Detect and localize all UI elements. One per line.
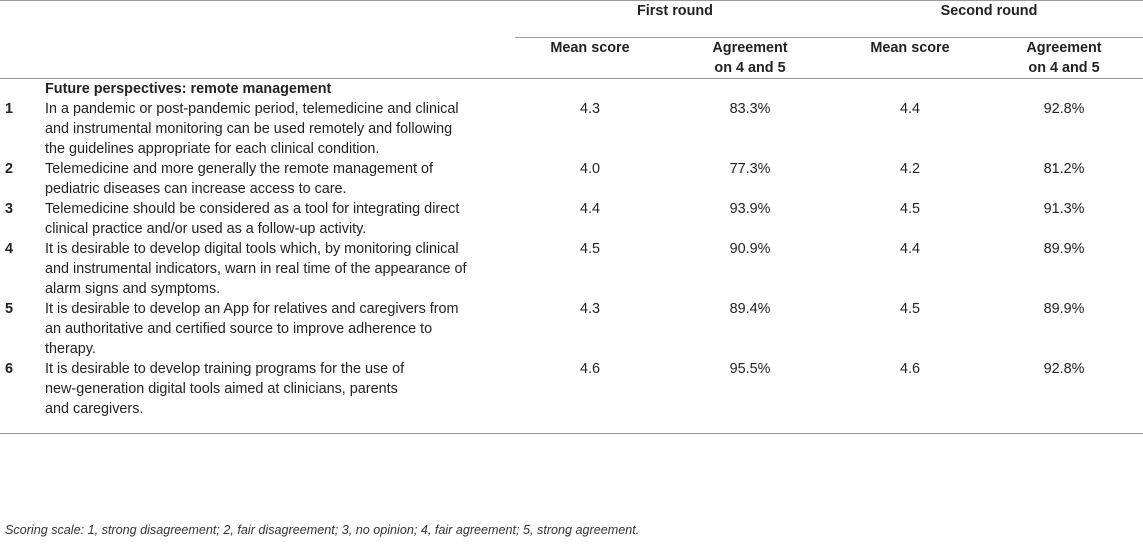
row-number: 1	[5, 101, 14, 117]
r1-agreement: 83.3%	[729, 101, 771, 117]
r1-mean-score: 4.3	[579, 301, 600, 317]
row-statement	[45, 299, 515, 359]
r2-mean-score: 4.5	[899, 201, 920, 217]
statement-line: It is desirable to develop an App for relatives and caregivers from	[45, 301, 459, 317]
row-number: 3	[5, 201, 14, 217]
r2-agreement: 91.3%	[1043, 201, 1085, 217]
header-row-rounds	[0, 1, 1143, 38]
statement-line: and instrumental monitoring can be used remotely and following	[45, 121, 453, 137]
footnote: Scoring scale: 1, strong disagreement; 2, fair disagreement; 3, no opinion; 4, fair agreement; 5, strong agreement.	[5, 523, 640, 537]
header-r1-mean: Mean score	[515, 38, 665, 79]
r1-mean-score: 4.3	[579, 101, 600, 117]
statement-line: therapy.	[45, 341, 96, 357]
r2-agreement: 89.9%	[1043, 241, 1085, 257]
r1-mean-score: 4.4	[579, 201, 600, 217]
r1-mean-score: 4.6	[515, 359, 665, 434]
header-blank-sub	[0, 38, 515, 79]
row-statement	[45, 239, 515, 299]
r1-mean-score: 4.0	[579, 161, 600, 177]
table-row	[0, 199, 1143, 239]
section-row	[0, 79, 1143, 100]
header-r2-agreement-line2: on 4 and 5	[1028, 60, 1100, 76]
statement-line: alarm signs and symptoms.	[45, 281, 221, 297]
header-row-columns	[0, 38, 1143, 79]
header-r2-agreement-line1: Agreement	[1026, 40, 1102, 56]
r1-agreement: 89.4%	[729, 301, 771, 317]
statement-line: and caregivers.	[45, 401, 144, 417]
header-r1-agreement	[665, 38, 835, 79]
r1-agreement: 77.3%	[729, 161, 771, 177]
statement-line: clinical practice and/or used as a follow-up activity.	[45, 221, 367, 237]
statement-line: Telemedicine and more generally the remote management of	[45, 161, 433, 177]
header-first-round: First round	[515, 1, 835, 38]
header-r2-mean: Mean score	[835, 38, 985, 79]
r2-mean-score: 4.4	[899, 101, 920, 117]
r1-agreement: 95.5%	[665, 359, 835, 434]
r2-mean-score: 4.6	[835, 359, 985, 434]
r2-mean-score: 4.5	[899, 301, 920, 317]
r1-mean-score: 4.5	[579, 241, 600, 257]
table-row	[0, 359, 1143, 434]
statement-line: an authoritative and certified source to improve adherence to	[45, 321, 433, 337]
row-statement	[45, 359, 515, 434]
table-row	[0, 99, 1143, 159]
row-number: 6	[0, 359, 45, 434]
statement-line: pediatric diseases can increase access to care.	[45, 181, 347, 197]
header-r2-agreement	[985, 38, 1143, 79]
statement-line: It is desirable to develop training programs for the use of	[45, 361, 405, 377]
statement-line: and instrumental indicators, warn in real time of the appearance of	[45, 261, 467, 277]
row-number: 5	[5, 301, 14, 317]
header-second-round: Second round	[835, 1, 1143, 38]
header-r1-agreement-line2: on 4 and 5	[714, 60, 786, 76]
table-row	[0, 239, 1143, 299]
statement-line: It is desirable to develop digital tools which, by monitoring clinical	[45, 241, 459, 257]
section-title: Future perspectives: remote management	[45, 81, 332, 97]
r2-mean-score: 4.4	[899, 241, 920, 257]
r2-agreement: 92.8%	[1043, 101, 1085, 117]
header-r1-agreement-line1: Agreement	[712, 40, 788, 56]
section-num	[0, 79, 45, 100]
r2-agreement: 89.9%	[1043, 301, 1085, 317]
row-statement	[45, 159, 515, 199]
r1-agreement: 93.9%	[729, 201, 771, 217]
row-number: 2	[5, 161, 14, 177]
r2-mean-score: 4.2	[899, 161, 920, 177]
table-row	[0, 299, 1143, 359]
statement-line: new-generation digital tools aimed at clinicians, parents	[45, 381, 398, 397]
table-body	[0, 79, 1143, 434]
r1-agreement: 90.9%	[729, 241, 771, 257]
header-blank	[0, 1, 515, 38]
statement-line: Telemedicine should be considered as a tool for integrating direct	[45, 201, 460, 217]
statement-line: the guidelines appropriate for each clinical condition.	[45, 141, 380, 157]
r2-agreement: 81.2%	[1043, 161, 1085, 177]
row-statement	[45, 199, 515, 239]
table-row	[0, 159, 1143, 199]
row-statement	[45, 99, 515, 159]
row-number: 4	[5, 241, 14, 257]
statement-line: In a pandemic or post-pandemic period, telemedicine and clinical	[45, 101, 459, 117]
r2-agreement: 92.8%	[985, 359, 1143, 434]
